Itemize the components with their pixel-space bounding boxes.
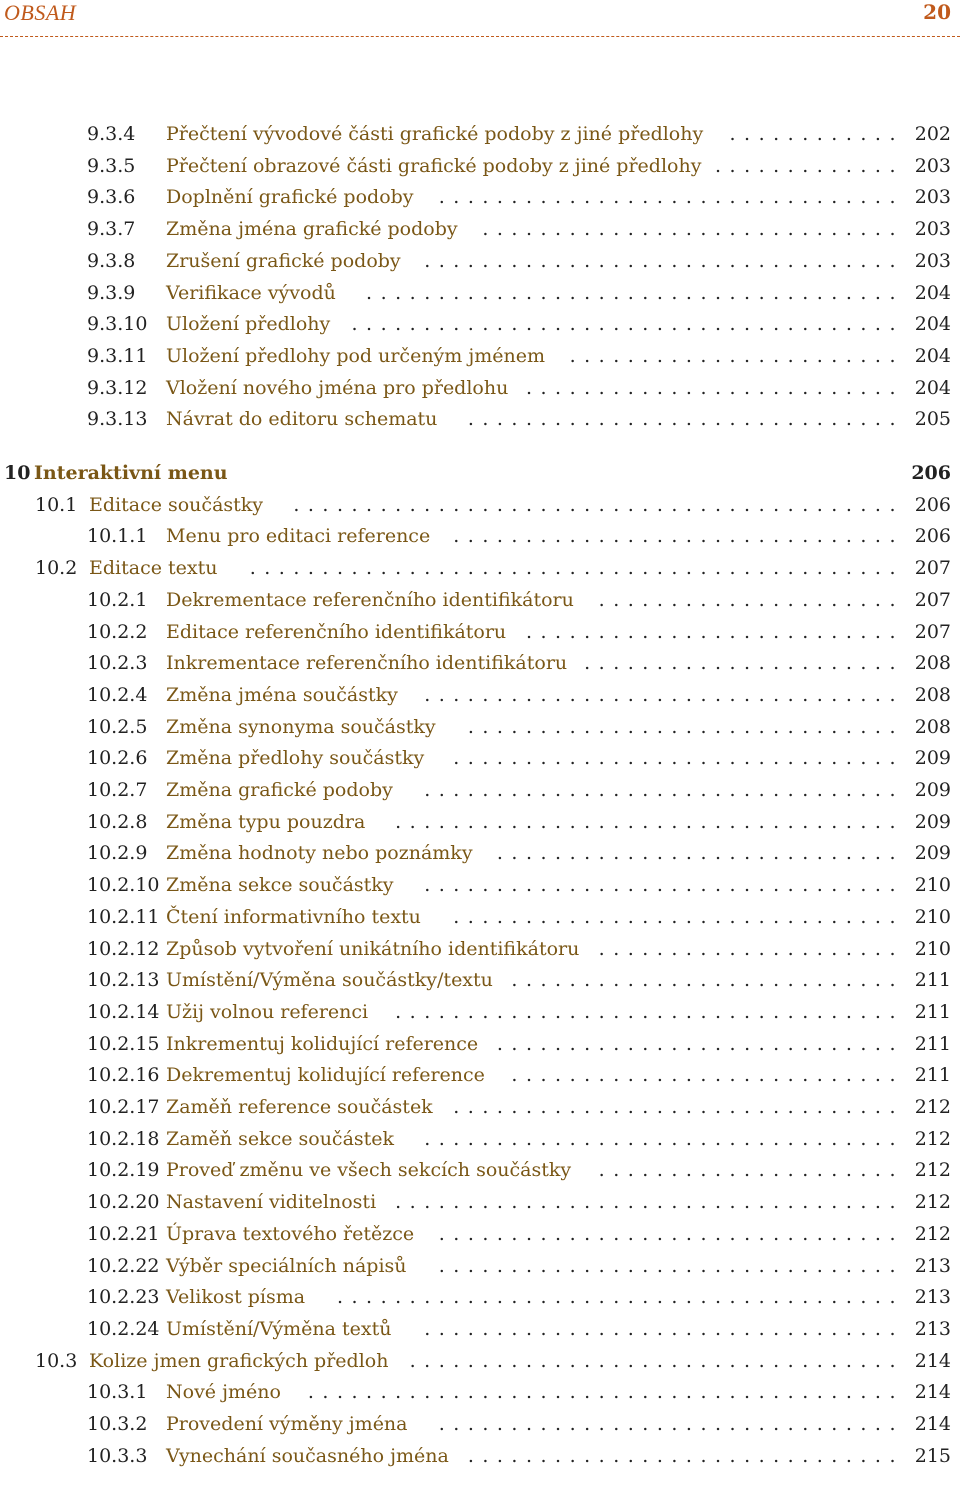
toc-leader-dots: ....................... — [569, 344, 904, 367]
toc-entry-number: 10.2.5 — [87, 715, 148, 738]
toc-entry-title[interactable]: Zrušení grafické podoby — [166, 246, 405, 276]
toc-entry-page[interactable]: 204 — [914, 376, 951, 399]
toc-entry-number: 10.2.16 — [87, 1064, 160, 1087]
toc-entry-title[interactable]: Proveď změnu ve všech sekcích součástky — [166, 1155, 575, 1185]
toc-leader-dots: ............................... — [453, 525, 904, 548]
toc-entry-number: 9.3.6 — [87, 186, 136, 209]
toc-leader-dots: ......................................... — [307, 1381, 904, 1404]
toc-entry-page[interactable]: 209 — [914, 810, 951, 833]
toc-entry-number: 10.2.9 — [87, 842, 148, 865]
toc-entry-page[interactable]: 203 — [914, 249, 951, 272]
toc-entry-title[interactable]: Doplnění grafické podoby — [166, 182, 418, 212]
running-header — [0, 0, 960, 38]
toc-entry-page[interactable]: 210 — [914, 905, 951, 928]
toc-entry-title[interactable]: Inkrementuj kolidující reference — [166, 1029, 482, 1059]
toc-entry-number: 10 — [4, 462, 31, 484]
toc-entry-page[interactable]: 211 — [914, 1000, 951, 1023]
toc-entry-page[interactable]: 204 — [914, 344, 951, 367]
toc-subsection-entry[interactable] — [0, 712, 960, 742]
toc-entry-number: 9.3.10 — [87, 313, 148, 336]
toc-entry-number: 10.2.23 — [87, 1286, 160, 1309]
toc-entry-number: 9.3.4 — [87, 123, 136, 145]
toc-entry-title[interactable]: Vynechání současného jména — [166, 1441, 453, 1471]
toc-entry-title[interactable]: Uložení předlohy — [166, 309, 334, 339]
toc-leader-dots: ................................ — [438, 186, 904, 209]
toc-leader-dots: ................................ — [438, 1222, 904, 1245]
toc-subsection-entry[interactable] — [0, 1219, 960, 1249]
toc-entry-number: 10.2.6 — [87, 747, 148, 770]
toc-entry-page[interactable]: 209 — [914, 842, 951, 865]
toc-subsection-entry[interactable] — [0, 151, 960, 181]
toc-entry-title[interactable]: Zaměň reference součástek — [166, 1092, 437, 1122]
toc-leader-dots: ................................... — [395, 1191, 904, 1214]
toc-entry-title[interactable]: Změna grafické podoby — [166, 775, 397, 805]
toc-entry-page[interactable]: 203 — [914, 186, 951, 209]
toc-entry-number: 10.2.12 — [87, 937, 160, 960]
toc-leader-dots: .......................... — [525, 376, 904, 399]
toc-leader-dots: .............................. — [467, 715, 904, 738]
toc-subsection-entry[interactable] — [0, 934, 960, 964]
toc-entry-page[interactable]: 212 — [914, 1222, 951, 1245]
toc-entry-title[interactable]: Způsob vytvoření unikátního identifikátoru — [166, 934, 583, 964]
toc-leader-dots: ............. — [714, 154, 904, 177]
toc-subsection-entry[interactable] — [0, 1409, 960, 1439]
toc-leader-dots: .......................................... — [293, 493, 904, 516]
toc-entry-title[interactable]: Editace textu — [89, 553, 221, 583]
toc-chapter-entry[interactable] — [0, 458, 960, 488]
toc-entry-number: 9.3.12 — [87, 376, 148, 399]
toc-entry-page[interactable]: 214 — [914, 1381, 951, 1404]
toc-entry-page[interactable]: 210 — [914, 937, 951, 960]
toc-entry-number: 10.1 — [35, 493, 78, 516]
toc-leader-dots: ..................... — [598, 937, 904, 960]
toc-entry-title[interactable]: Uložení předlohy pod určeným jménem — [166, 341, 549, 371]
toc-subsection-entry[interactable] — [0, 743, 960, 773]
toc-subsection-entry[interactable] — [0, 119, 960, 149]
toc-leader-dots: ...................... — [584, 652, 904, 675]
toc-leader-dots: ................................. — [424, 1317, 904, 1340]
toc-leader-dots: ..................... — [598, 1159, 904, 1182]
toc-subsection-entry[interactable] — [0, 648, 960, 678]
toc-entry-title[interactable]: Změna sekce součástky — [166, 870, 398, 900]
toc-leader-dots: ............................ — [496, 1032, 904, 1055]
toc-entry-title[interactable]: Užij volnou referenci — [166, 997, 372, 1027]
toc-leader-dots: .............................. — [467, 408, 904, 431]
toc-entry-page[interactable]: 206 — [914, 525, 951, 548]
toc-entry-title[interactable]: Dekrementace referenčního identifikátoru — [166, 585, 578, 615]
toc-entry-page[interactable]: 212 — [914, 1096, 951, 1118]
toc-entry-number: 10.3.3 — [87, 1444, 148, 1467]
toc-leader-dots: ...................................... — [351, 313, 904, 336]
toc-entry-number: 9.3.11 — [87, 344, 148, 367]
toc-entry-number: 10.2.8 — [87, 810, 148, 833]
toc-subsection-entry[interactable] — [0, 965, 960, 995]
toc-entry-number: 10.2.2 — [87, 620, 148, 643]
toc-entry-page[interactable]: 208 — [914, 683, 951, 706]
toc-leader-dots: .......................... — [525, 620, 904, 643]
toc-entry-number: 9.3.5 — [87, 154, 136, 177]
toc-entry-number: 10.2.4 — [87, 683, 148, 706]
toc-entry-number: 10.2.14 — [87, 1000, 160, 1023]
toc-entry-page[interactable]: 212 — [914, 1159, 951, 1182]
toc-subsection-entry[interactable] — [0, 341, 960, 371]
toc-section-entry[interactable] — [0, 553, 960, 583]
toc-leader-dots: ............................... — [453, 905, 904, 928]
toc-subsection-entry[interactable] — [0, 807, 960, 837]
toc-entry-page[interactable]: 206 — [911, 462, 951, 484]
toc-entry-number: 10.2 — [35, 557, 78, 580]
toc-subsection-entry[interactable] — [0, 617, 960, 647]
toc-entry-page[interactable]: 211 — [914, 969, 951, 992]
toc-entry-number: 10.3.1 — [87, 1381, 148, 1404]
toc-leader-dots: ............................... — [453, 747, 904, 770]
toc-leader-dots: ........................... — [511, 1064, 904, 1087]
toc-subsection-entry[interactable] — [0, 246, 960, 276]
toc-entry-page[interactable]: 214 — [914, 1349, 951, 1372]
toc-subsection-entry[interactable] — [0, 1155, 960, 1185]
toc-entry-title[interactable]: Úprava textového řetězce — [166, 1219, 418, 1249]
toc-leader-dots: ................................... — [395, 1000, 904, 1023]
toc-subsection-entry[interactable] — [0, 214, 960, 244]
toc-subsection-entry[interactable] — [0, 373, 960, 403]
toc-entry-title[interactable]: Dekrementuj kolidující reference — [166, 1060, 489, 1090]
toc-entry-title[interactable]: Návrat do editoru schematu — [166, 404, 441, 434]
toc-entry-number: 10.2.1 — [87, 588, 148, 611]
toc-entry-number: 10.3 — [35, 1349, 78, 1372]
toc-leader-dots: ................................... — [395, 810, 904, 833]
toc-entry-title[interactable]: Výběr speciálních nápisů — [166, 1251, 411, 1281]
toc-entry-page[interactable]: 213 — [914, 1286, 951, 1309]
toc-entry-title[interactable]: Nové jméno — [166, 1377, 285, 1407]
toc-leader-dots: ................................ — [438, 1413, 904, 1435]
toc-entry-page[interactable]: 203 — [914, 218, 951, 241]
toc-section-entry[interactable] — [0, 1346, 960, 1376]
toc-entry-number: 10.2.18 — [87, 1127, 160, 1150]
toc-entry-title[interactable]: Přečtení vývodové části grafické podoby z jiné předlohy — [166, 119, 707, 149]
toc-entry-page[interactable]: 208 — [914, 652, 951, 675]
toc-leader-dots: ................................. — [424, 249, 904, 272]
toc-entry-title[interactable]: Vložení nového jména pro předlohu — [166, 373, 512, 403]
toc-leader-dots: ................................. — [424, 1127, 904, 1150]
toc-leader-dots: ................................. — [424, 779, 904, 801]
toc-subsection-entry[interactable] — [0, 585, 960, 615]
toc-leader-dots: ..................................... — [366, 281, 904, 304]
toc-entry-number: 10.1.1 — [87, 525, 148, 548]
toc-entry-page[interactable]: 204 — [914, 313, 951, 336]
toc-subsection-entry[interactable] — [0, 309, 960, 339]
toc-entry-title[interactable]: Změna synonyma součástky — [166, 712, 440, 742]
toc-subsection-entry[interactable] — [0, 1314, 960, 1344]
toc-entry-title[interactable]: Editace referenčního identifikátoru — [166, 617, 510, 647]
toc-entry-page[interactable]: 210 — [914, 874, 951, 897]
toc-subsection-entry[interactable] — [0, 1092, 960, 1122]
toc-subsection-entry[interactable] — [0, 1124, 960, 1154]
toc-subsection-entry[interactable] — [0, 1060, 960, 1090]
toc-leader-dots: .............................. — [467, 1444, 904, 1467]
toc-entry-page[interactable]: 212 — [914, 1191, 951, 1214]
toc-entry-number: 9.3.7 — [87, 218, 136, 241]
toc-subsection-entry[interactable] — [0, 278, 960, 308]
toc-entry-number: 10.2.19 — [87, 1159, 160, 1182]
toc-entry-number: 10.2.7 — [87, 779, 148, 801]
toc-entry-page[interactable]: 203 — [914, 154, 951, 177]
toc-subsection-entry[interactable] — [0, 1029, 960, 1059]
toc-subsection-entry[interactable] — [0, 182, 960, 212]
toc-entry-number: 10.2.3 — [87, 652, 148, 675]
toc-entry-page[interactable]: 209 — [914, 779, 951, 801]
toc-entry-page[interactable]: 209 — [914, 747, 951, 770]
toc-entry-title[interactable]: Velikost písma — [166, 1282, 309, 1312]
toc-subsection-entry[interactable] — [0, 902, 960, 932]
toc-entry-page[interactable]: 207 — [914, 557, 951, 580]
toc-leader-dots: ............................... — [453, 1096, 904, 1118]
header-title: OBSAH — [4, 0, 77, 25]
toc-entry-number: 10.2.21 — [87, 1222, 160, 1245]
toc-entry-number: 10.2.17 — [87, 1096, 160, 1118]
toc-leader-dots: ................................. — [424, 874, 904, 897]
toc-entry-number: 10.2.20 — [87, 1191, 160, 1214]
toc-entry-page[interactable]: 205 — [914, 408, 951, 431]
toc-entry-title[interactable]: Změna typu pouzdra — [166, 807, 369, 837]
toc-entry-title[interactable]: Zaměň sekce součástek — [166, 1124, 398, 1154]
toc-leader-dots: ............ — [729, 123, 904, 145]
toc-entry-title[interactable]: Kolize jmen grafických předloh — [89, 1346, 392, 1376]
toc-entry-number: 9.3.13 — [87, 408, 148, 431]
toc-subsection-entry[interactable] — [0, 870, 960, 900]
toc-leader-dots: ............................. — [482, 218, 904, 241]
toc-entry-title[interactable]: Přečtení obrazové části grafické podoby z jiné předlohy — [166, 151, 705, 181]
toc-entry-title[interactable]: Umístění/Výměna textů — [166, 1314, 395, 1344]
toc-entry-number: 10.2.22 — [87, 1254, 160, 1277]
toc-entry-title[interactable]: Umístění/Výměna součástky/textu — [166, 965, 497, 995]
toc-entry-title[interactable]: Změna předlohy součástky — [166, 743, 428, 773]
header-page-number: 20 — [923, 0, 951, 24]
toc-entry-title[interactable]: Nastavení viditelnosti — [166, 1187, 380, 1217]
toc-entry-number: 10.3.2 — [87, 1413, 148, 1435]
toc-leader-dots: ................................. — [424, 683, 904, 706]
toc-entry-title[interactable]: Změna jména součástky — [166, 680, 402, 710]
toc-entry-number: 9.3.9 — [87, 281, 136, 304]
toc-entry-number: 10.2.15 — [87, 1032, 160, 1055]
header-divider — [0, 36, 960, 37]
toc-entry-title[interactable]: Menu pro editaci reference — [166, 521, 434, 551]
toc-leader-dots: ............................................. — [249, 557, 904, 580]
toc-entry-title[interactable]: Čtení informativního textu — [166, 902, 425, 932]
toc-entry-page[interactable]: 215 — [914, 1444, 951, 1467]
toc-entry-page[interactable]: 214 — [914, 1413, 951, 1435]
toc-entry-page[interactable]: 213 — [914, 1254, 951, 1277]
toc-subsection-entry[interactable] — [0, 775, 960, 805]
toc-subsection-entry[interactable] — [0, 521, 960, 551]
toc-entry-page[interactable]: 204 — [914, 281, 951, 304]
toc-entry-page[interactable]: 208 — [914, 715, 951, 738]
toc-subsection-entry[interactable] — [0, 997, 960, 1027]
toc-entry-page[interactable]: 213 — [914, 1317, 951, 1340]
toc-entry-title[interactable]: Provedení výměny jména — [166, 1409, 412, 1439]
toc-section-entry[interactable] — [0, 490, 960, 520]
toc-entry-number: 9.3.8 — [87, 249, 136, 272]
toc-entry-title[interactable]: Interaktivní menu — [34, 458, 232, 488]
toc-subsection-entry[interactable] — [0, 1187, 960, 1217]
toc-leader-dots: ....................................... — [336, 1286, 904, 1309]
toc-subsection-entry[interactable] — [0, 680, 960, 710]
toc-leader-dots: ............................ — [496, 842, 904, 865]
toc-leader-dots: ..................... — [598, 588, 904, 611]
toc-entry-title[interactable]: Inkrementace referenčního identifikátoru — [166, 648, 571, 678]
toc-entry-number: 10.2.11 — [87, 905, 160, 928]
toc-subsection-entry[interactable] — [0, 1282, 960, 1312]
toc-entry-page[interactable]: 211 — [914, 1064, 951, 1087]
toc-leader-dots: ................................ — [438, 1254, 904, 1277]
toc-entry-title[interactable]: Editace součástky — [89, 490, 267, 520]
toc-entry-title[interactable]: Verifikace vývodů — [166, 278, 340, 308]
toc-subsection-entry[interactable] — [0, 1251, 960, 1281]
toc-subsection-entry[interactable] — [0, 1377, 960, 1407]
toc-entry-number: 10.2.24 — [87, 1317, 160, 1340]
toc-entry-number: 10.2.10 — [87, 874, 160, 897]
toc-leader-dots: ........................... — [511, 969, 904, 992]
toc-subsection-entry[interactable] — [0, 404, 960, 434]
toc-entry-page[interactable]: 207 — [914, 588, 951, 611]
toc-leader-dots: .................................. — [409, 1349, 904, 1372]
toc-entry-page[interactable]: 207 — [914, 620, 951, 643]
toc-entry-title[interactable]: Změna hodnoty nebo poznámky — [166, 838, 477, 868]
toc-entry-page[interactable]: 206 — [914, 493, 951, 516]
toc-entry-title[interactable]: Změna jména grafické podoby — [166, 214, 462, 244]
toc-subsection-entry[interactable] — [0, 838, 960, 868]
toc-entry-page[interactable]: 212 — [914, 1127, 951, 1150]
toc-entry-page[interactable]: 202 — [914, 123, 951, 145]
toc-entry-number: 10.2.13 — [87, 969, 160, 992]
toc-entry-page[interactable]: 211 — [914, 1032, 951, 1055]
toc-subsection-entry[interactable] — [0, 1441, 960, 1471]
